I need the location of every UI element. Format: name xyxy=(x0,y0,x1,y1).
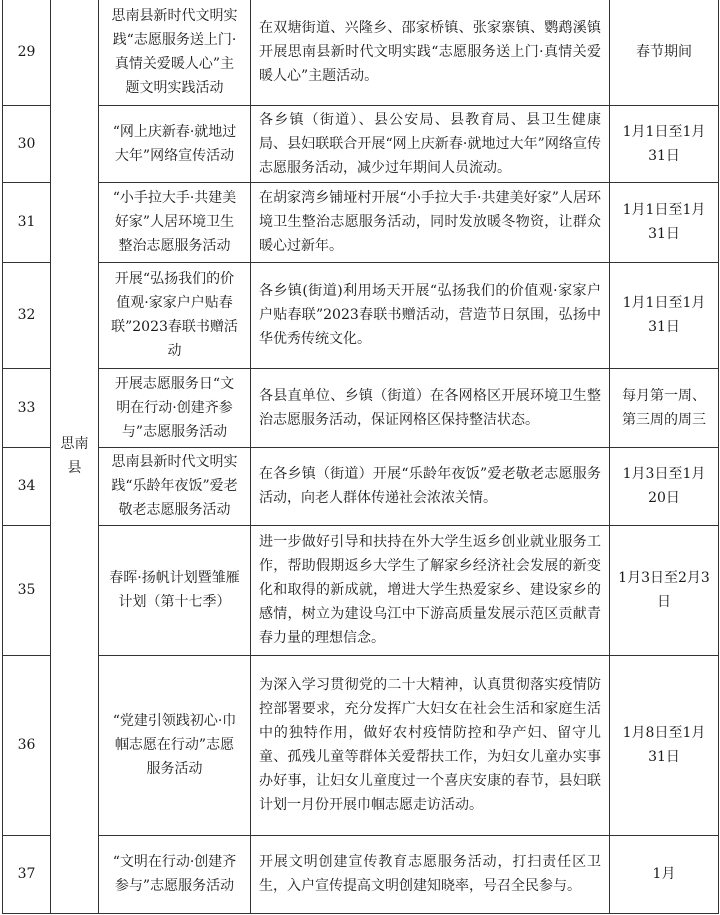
row-number: 29 xyxy=(3,0,51,105)
table-row xyxy=(3,105,719,182)
activity-name: 思南县新时代文明实践“志愿服务送上门·真情关爱暖人心”主题文明实践活动 xyxy=(99,0,251,105)
activity-time: 1月1日至1月31日 xyxy=(610,262,719,368)
activity-content: 在双塘街道、兴隆乡、邵家桥镇、张家寨镇、鹦鹉溪镇开展思南县新时代文明实践“志愿服务送上门·真情关爱暖人心”主题活动。 xyxy=(251,0,610,105)
activity-content: 开展文明创建宣传教育志愿服务活动，打扫责任区卫生，入户宣传提高文明创建知晓率，号召全民参与。 xyxy=(251,835,610,913)
activity-name: 开展志愿服务日“文明在行动·创建齐参与”志愿服务活动 xyxy=(99,368,251,447)
row-number: 36 xyxy=(3,655,51,835)
activity-name: 春晖·扬帆计划暨雏雁计划（第十七季） xyxy=(99,525,251,655)
activity-time: 1月 xyxy=(610,835,719,913)
activity-content: 各乡镇(街道)利用场天开展“弘扬我们的价值观·家家户户贴春联”2023春联书赠活动，营造节日氛围，弘扬中华优秀传统文化。 xyxy=(251,262,610,368)
table-row xyxy=(3,262,719,368)
activity-time: 1月1日至1月31日 xyxy=(610,182,719,262)
row-number: 30 xyxy=(3,105,51,182)
activity-name: “党建引领践初心·巾帼志愿在行动”志愿服务活动 xyxy=(99,655,251,835)
row-number: 34 xyxy=(3,447,51,525)
county-name: 思南县 xyxy=(60,436,89,477)
activity-content: 在胡家湾乡铺垭村开展“小手拉大手·共建美好家”人居环境卫生整治志愿服务活动，同时发放暖冬物资，让群众暖心过新年。 xyxy=(251,182,610,262)
activity-content: 各县直单位、乡镇（街道）在各网格区开展环境卫生整治志愿服务活动，保证网格区保持整洁状态。 xyxy=(251,368,610,447)
activity-time: 春节期间 xyxy=(610,0,719,105)
activity-name: “小手拉大手·共建美好家”人居环境卫生整治志愿服务活动 xyxy=(99,182,251,262)
table-row xyxy=(3,182,719,262)
activity-content: 为深入学习贯彻党的二十大精神，认真贯彻落实疫情防控部署要求，充分发挥广大妇女在社会生活和家庭生活中的独特作用，做好农村疫情防控和孕产妇、留守儿童、孤残儿童等群体关爱帮扶工作，为妇女儿童办实事办好事，让妇女儿童度过一个喜庆安康的春节，县妇联计划一月份开展巾帼志愿走访活动。 xyxy=(251,655,610,835)
activity-time: 每月第一周、第三周的周三 xyxy=(610,368,719,447)
activity-content: 在各乡镇（街道）开展“乐龄年夜饭”爱老敬老志愿服务活动，向老人群体传递社会浓浓关情。 xyxy=(251,447,610,525)
activity-name: 开展“弘扬我们的价值观·家家户户贴春联”2023春联书赠活动 xyxy=(99,262,251,368)
row-number: 35 xyxy=(3,525,51,655)
activity-table xyxy=(2,0,719,914)
activity-name: “网上庆新春·就地过大年”网络宣传活动 xyxy=(99,105,251,182)
activity-time: 1月1日至1月31日 xyxy=(610,105,719,182)
table-row xyxy=(3,447,719,525)
activity-time: 1月3日至2月3日 xyxy=(610,525,719,655)
activity-time: 1月3日至1月20日 xyxy=(610,447,719,525)
activity-content: 各乡镇（街道）、县公安局、县教育局、县卫生健康局、县妇联联合开展“网上庆新春·就地过大年”网络宣传志愿服务活动，减少过年期间人员流动。 xyxy=(251,105,610,182)
county-cell xyxy=(51,0,99,913)
table-row xyxy=(3,525,719,655)
activity-time: 1月8日至1月31日 xyxy=(610,655,719,835)
activity-name: “文明在行动·创建齐参与”志愿服务活动 xyxy=(99,835,251,913)
table-row xyxy=(3,655,719,835)
row-number: 31 xyxy=(3,182,51,262)
table-row xyxy=(3,368,719,447)
table-row xyxy=(3,0,719,105)
table-row xyxy=(3,835,719,913)
row-number: 33 xyxy=(3,368,51,447)
row-number: 32 xyxy=(3,262,51,368)
activity-name: 思南县新时代文明实践“乐龄年夜饭”爱老敬老志愿服务活动 xyxy=(99,447,251,525)
row-number: 37 xyxy=(3,835,51,913)
activity-content: 进一步做好引导和扶持在外大学生返乡创业就业服务工作，帮助假期返乡大学生了解家乡经济社会发展的新变化和取得的新成就，增进大学生热爱家乡、建设家乡的感情，树立为建设乌江中下游高质量发展示范区贡献青春力量的理想信念。 xyxy=(251,525,610,655)
